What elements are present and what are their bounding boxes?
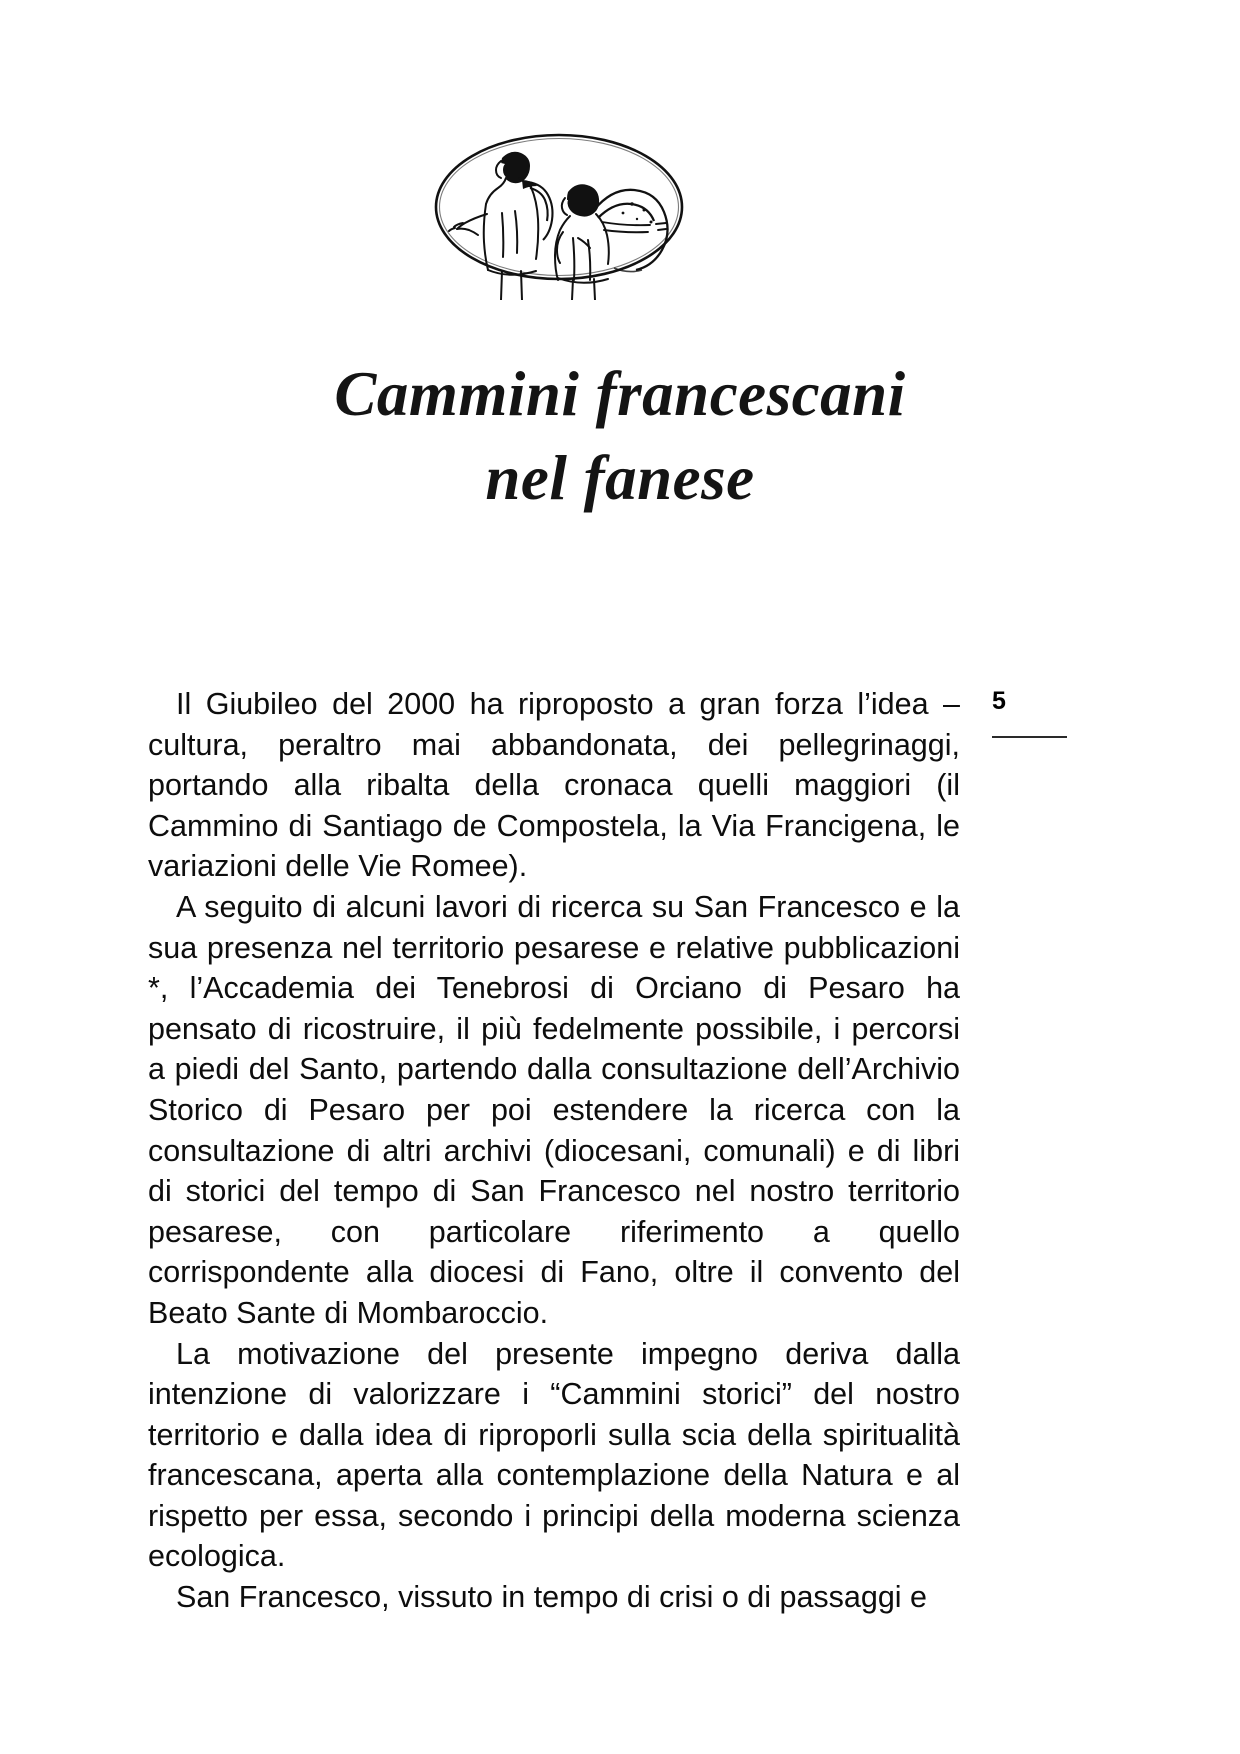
paragraph-3 (148, 1334, 960, 1578)
oval-pilgrims-vignette (418, 118, 700, 300)
title-line-2: nel fanese (485, 443, 755, 513)
paragraph-2-text: A seguito di alcuni lavori di ricerca su San Francesco e la sua presenza nel territorio pesarese e relative pubblicazioni *, l’Accademia dei Tenebrosi di Orciano di Pesaro ha pensato di ricostruire, il più fedelmente possibile, i percorsi a piedi del Santo, partendo dalla consultazione dell’Archivio Storico di Pesaro per poi estendere la ricerca con la consultazione di altri archivi (diocesani, comunali) e di libri di storici del tempo di San Francesco nel nostro territorio pesarese, con particolare riferimento a quello corrispondente alla diocesi di Fano, oltre il convento del Beato Sante di Mombaroccio. (148, 889, 960, 1330)
paragraph-4-text: San Francesco, vissuto in tempo di crisi o di passaggi e (176, 1580, 928, 1615)
folio (992, 686, 1112, 738)
paragraph-3-text: La motivazione del presente impegno deriva dalla intenzione di valorizzare i “Cammini storici” del nostro territorio e dalla idea di riproporli sulla scia della spiritualità francescana, aperta alla contemplazione della Natura e al rispetto per essa, secondo i principi della moderna scienza ecologica. (148, 1336, 960, 1574)
body-text-column (148, 684, 960, 1618)
title-line-1: Cammini francescani (334, 359, 906, 429)
page-title (0, 352, 1240, 520)
page-number: 5 (992, 687, 1006, 715)
paragraph-4 (148, 1577, 960, 1618)
folio-rule (992, 736, 1067, 738)
paragraph-1 (148, 684, 960, 887)
paragraph-1-text: Il Giubileo del 2000 ha riproposto a gran forza l’idea – cultura, peraltro mai abbandonata, dei pellegrinaggi, portando alla ribalta della cronaca quelli maggiori (il Cammino di Santiago de Compostela, la Via Francigena, le variazioni delle Vie Romee). (148, 687, 960, 884)
paragraph-2 (148, 887, 960, 1334)
